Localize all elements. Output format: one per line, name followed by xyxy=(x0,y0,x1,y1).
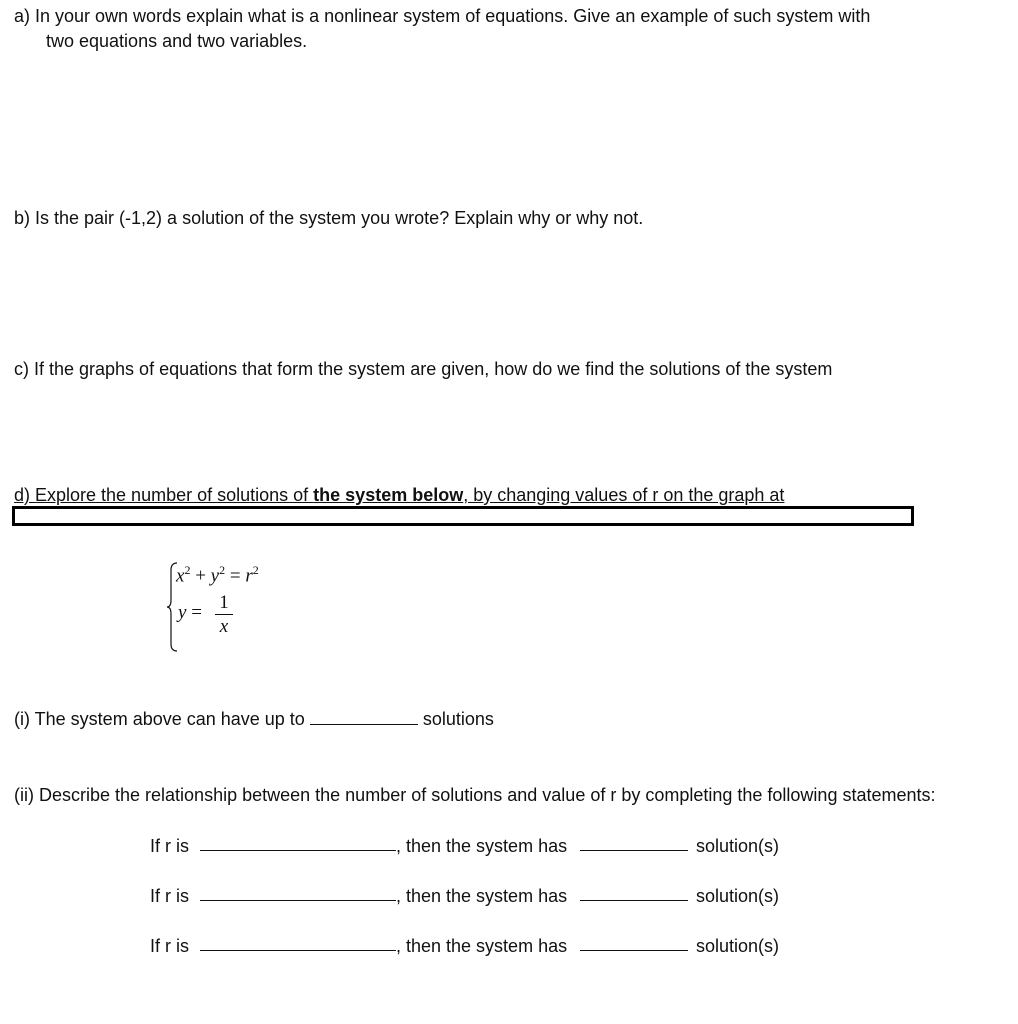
part-i-blank[interactable] xyxy=(310,710,418,725)
statement-row xyxy=(150,936,790,960)
part-i xyxy=(14,709,494,730)
statement-if-label: If r is xyxy=(150,936,189,956)
eq2-equals: = xyxy=(186,602,202,623)
statement-solutions-label: solution(s) xyxy=(696,886,780,906)
question-d-bold: the system below xyxy=(313,485,464,505)
r-value-blank[interactable] xyxy=(200,950,396,951)
fraction xyxy=(214,592,234,639)
equation-system xyxy=(166,560,306,655)
r-value-blank[interactable] xyxy=(200,850,396,851)
eq1-y-exponent: 2 xyxy=(219,563,226,577)
eq1-r: r xyxy=(245,565,253,587)
statement-row xyxy=(150,886,790,910)
question-d-part2: , by changing values of r on the graph at xyxy=(463,485,785,505)
statement-if-label: If r is xyxy=(150,886,189,906)
statement-then-label: then the system has xyxy=(406,886,568,906)
r-value-blank[interactable] xyxy=(200,900,396,901)
link-box[interactable] xyxy=(12,506,914,526)
question-a-line2: two equations and two variables. xyxy=(46,31,308,51)
statement-row xyxy=(150,836,790,860)
statement-if-label: If r is xyxy=(150,836,189,856)
question-a-line1: a) In your own words explain what is a nonlinear system of equations. Give an example of such system with xyxy=(14,6,871,26)
part-i-solutions-label: solutions xyxy=(417,709,494,729)
fraction-denominator: x xyxy=(219,616,229,637)
question-d-part1: d) Explore the number of solutions of xyxy=(14,485,314,505)
statement-solutions-label: solution(s) xyxy=(696,936,780,956)
question-b: b) Is the pair (-1,2) a solution of the system you wrote? Explain why or why not. xyxy=(14,208,644,228)
equation-circle xyxy=(176,563,259,587)
eq2-y: y xyxy=(178,602,187,623)
eq1-y: y xyxy=(210,565,220,587)
eq1-equals: = xyxy=(225,565,246,587)
statement-comma: , xyxy=(396,936,402,956)
statement-solutions-label: solution(s) xyxy=(696,836,780,856)
eq1-r-exponent: 2 xyxy=(252,563,259,577)
question-d xyxy=(14,485,784,506)
statement-then-label: then the system has xyxy=(406,936,568,956)
fraction-numerator: 1 xyxy=(219,592,229,613)
eq1-plus: + xyxy=(190,565,211,587)
solution-count-blank[interactable] xyxy=(580,950,688,951)
solution-count-blank[interactable] xyxy=(580,900,688,901)
solution-count-blank[interactable] xyxy=(580,850,688,851)
equation-hyperbola xyxy=(178,602,202,624)
statement-then-label: then the system has xyxy=(406,836,568,856)
part-i-text: (i) The system above can have up to xyxy=(14,709,310,729)
statement-comma: , xyxy=(396,886,402,906)
part-ii: (ii) Describe the relationship between the number of solutions and value of r by completing the following statements: xyxy=(14,785,936,805)
statement-comma: , xyxy=(396,836,402,856)
question-c: c) If the graphs of equations that form the system are given, how do we find the solutions of the system xyxy=(14,359,833,379)
eq1-x-exponent: 2 xyxy=(184,563,191,577)
eq1-x: x xyxy=(176,565,185,587)
